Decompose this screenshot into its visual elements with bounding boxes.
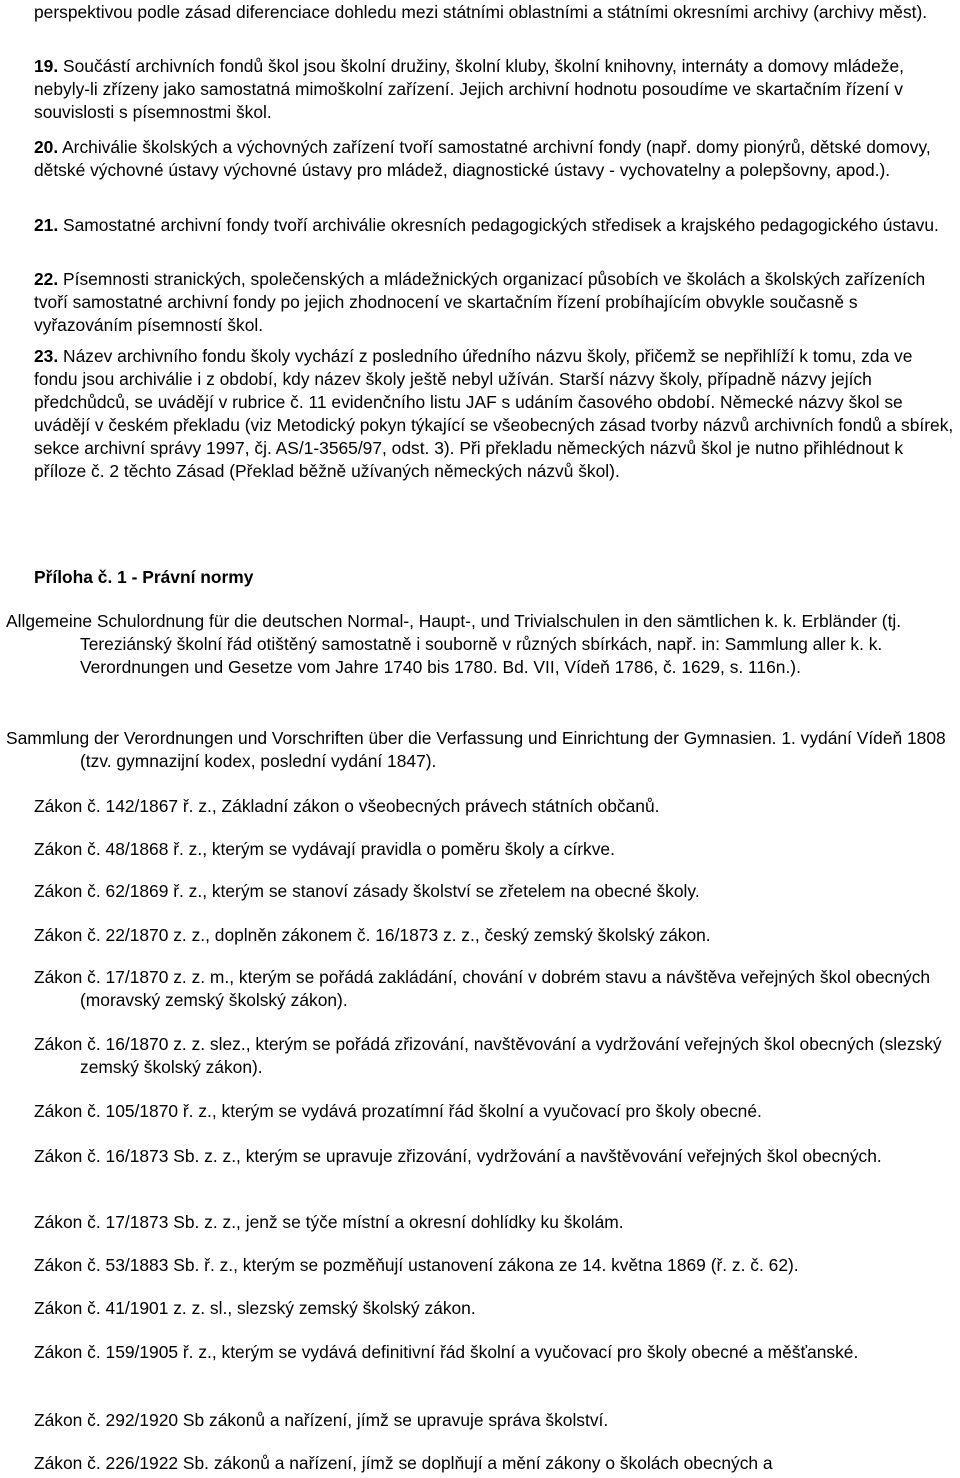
point-text: Název archivního fondu školy vychází z posledního úředního názvu školy, přičemž se nepřihlíží k tomu, zda ve fondu jsou archiválie i z období, kdy název školy ještě nebyl užíván. Starší názvy školy, případně názvy jejích předchůdců, se uvádějí v rubrice č. 11 evidenčního listu JAF s udáním časového období. Německé názvy škol se uvádějí v českém překladu (viz Metodický pokyn týkající se všeobecných zásad tvorby názvů archivních fondů a sbírek, sekce archivní správy 1997, čj. AS/1-3565/97, odst. 3). Při překladu německých názvů škol je nutno přihlédnout k příloze č. 2 těchto Zásad (Překlad běžně užívaných německých názvů škol). (34, 346, 954, 481)
source-item: Sammlung der Verordnungen und Vorschriften über die Verfassung und Einrichtung der Gymnasien. 1. vydání Vídeň 1808 (tzv. gymnazijní kodex, poslední vydání 1847). (6, 728, 946, 771)
law-item: Zákon č. 48/1868 ř. z., kterým se vydávají pravidla o poměru školy a církve. (34, 839, 615, 859)
point-text: Písemnosti stranických, společenských a mládežnických organizací působích ve školách a školských zařízeních tvoří samostatné archivní fondy po jejich zhodnocení ve skartačním řízení probíhajícím obvykle současně s vyřazováním písemností škol. (34, 269, 926, 335)
point-text: Archiválie školských a výchovných zařízení tvoří samostatné archivní fondy (např. domy pionýrů, dětské domovy, dětské výchovné ústavy výchovné ústavy pro mládež, diagnostické ústavy - vychovatelny a polepšovny, apod.). (34, 137, 931, 180)
point-21 (0, 214, 960, 237)
law-item: Zákon č. 22/1870 z. z., doplněn zákonem č. 16/1873 z. z., český zemský školský zákon. (34, 925, 711, 945)
point-22 (0, 268, 960, 337)
law-item: Zákon č. 292/1920 Sb zákonů a nařízení, jímž se upravuje správa školství. (34, 1410, 609, 1430)
point-20 (0, 136, 960, 182)
law-item: Zákon č. 53/1883 Sb. ř. z., kterým se pozměňují ustanovení zákona ze 14. května 1869 (ř. z. č. 62). (34, 1255, 799, 1275)
source-item: Allgemeine Schulordnung für die deutschen Normal-, Haupt-, und Trivialschulen in den sämtlichen k. k. Erbländer (tj. Tereziánský školní řád otištěný samostatně i souborně v různých sbírkách, např. in: Sammlung aller k. k. Verordnungen und Gesetze vom Jahre 1740 bis 1780. Bd. VII, Vídeň 1786, č. 1629, s. 116n.). (6, 611, 902, 677)
law-item: Zákon č. 17/1873 Sb. z. z., jenž se týče místní a okresní dohlídky ku školám. (34, 1212, 624, 1232)
point-text: Součástí archivních fondů škol jsou školní družiny, školní kluby, školní knihovny, internáty a domovy mládeže, nebyly-li zřízeny jako samostatná mimoškolní zařízení. Jejich archivní hodnotu posoudíme ve skartačním řízení v souvislosti s písemnostmi škol. (34, 56, 904, 122)
point-number: 23. (34, 346, 59, 366)
point-number: 21. (34, 215, 59, 235)
law-item: Zákon č. 105/1870 ř. z., kterým se vydává prozatímní řád školní a vyučovací pro školy obecné. (34, 1101, 762, 1121)
law-item: Zákon č. 41/1901 z. z. sl., slezský zemský školský zákon. (34, 1298, 476, 1318)
point-number: 19. (34, 56, 59, 76)
point-text: Samostatné archivní fondy tvoří archiválie okresních pedagogických středisek a krajského pedagogického ústavu. (63, 215, 939, 235)
law-item: Zákon č. 16/1870 z. z. slez., kterým se pořádá zřizování, navštěvování a vydržování veřejných škol obecných (slezský zemský školský zákon). (34, 1034, 942, 1077)
law-item: Zákon č. 226/1922 Sb. zákonů a nařízení, jímž se doplňují a mění zákony o školách obecných a (34, 1453, 773, 1473)
law-item: Zákon č. 159/1905 ř. z., kterým se vydává definitivní řád školní a vyučovací pro školy obecné a měšťanské. (34, 1342, 859, 1362)
point-number: 22. (34, 269, 59, 289)
point-number: 20. (34, 137, 59, 157)
appendix-heading: Příloha č. 1 - Právní normy (34, 567, 254, 587)
point-19 (0, 55, 960, 124)
intro-continuation (0, 1, 960, 24)
law-item: Zákon č. 17/1870 z. z. m., kterým se pořádá zakládání, chování v dobrém stavu a návštěva veřejných škol obecných (moravský zemský školský zákon). (34, 967, 931, 1010)
law-item: Zákon č. 62/1869 ř. z., kterým se stanoví zásady školství se zřetelem na obecné školy. (34, 881, 700, 901)
law-item: Zákon č. 16/1873 Sb. z. z., kterým se upravuje zřizování, vydržování a navštěvování veřejných škol obecných. (34, 1146, 882, 1166)
point-23 (0, 345, 960, 483)
law-item: Zákon č. 142/1867 ř. z., Základní zákon o všeobecných právech státních občanů. (34, 796, 660, 816)
intro-text: perspektivou podle zásad diferenciace dohledu mezi státními oblastními a státními okresními archivy (archivy měst). (34, 2, 928, 22)
